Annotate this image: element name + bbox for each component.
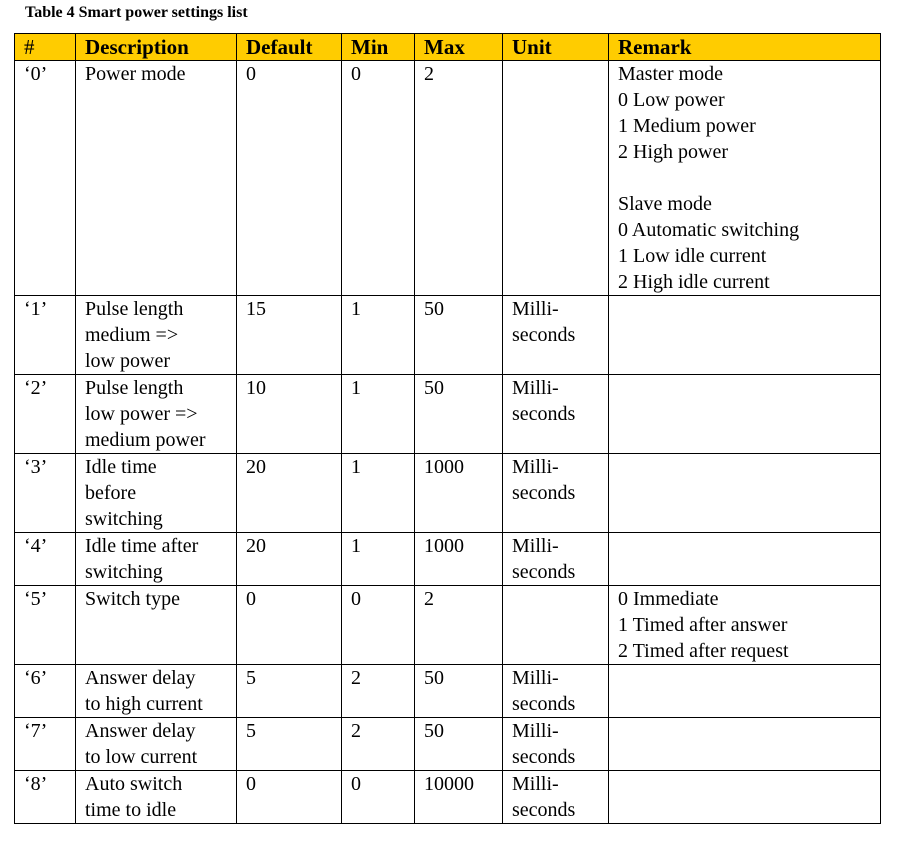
unit-cell-line: seconds [512, 403, 576, 425]
unit-cell-line: seconds [512, 482, 576, 504]
description-cell-line: Switch type [85, 588, 180, 610]
column-header-unit: Unit [503, 34, 609, 61]
min-cell: 2 [342, 665, 415, 718]
min-cell: 1 [342, 454, 415, 533]
min-cell: 1 [342, 533, 415, 586]
unit-cell-line: seconds [512, 799, 576, 821]
description-cell-line: Answer delay [85, 667, 196, 689]
description-cell-line: Idle time after [85, 535, 199, 557]
max-cell: 2 [415, 61, 503, 296]
description-cell [76, 586, 237, 665]
table-header-row [15, 34, 881, 61]
unit-cell [503, 771, 609, 824]
min-cell: 1 [342, 296, 415, 375]
row-number-cell: ‘4’ [15, 533, 76, 586]
default-cell: 15 [237, 296, 342, 375]
remark-line: Slave mode [618, 193, 712, 215]
max-cell: 50 [415, 665, 503, 718]
description-cell [76, 61, 237, 296]
remark-line: Master mode [618, 63, 723, 85]
column-header-remark: Remark [609, 34, 881, 61]
description-cell [76, 665, 237, 718]
column-header-default: Default [237, 34, 342, 61]
description-cell-line: to low current [85, 746, 198, 768]
default-cell: 20 [237, 533, 342, 586]
description-cell [76, 718, 237, 771]
remark-line: 0 Low power [618, 89, 725, 111]
row-number-cell: ‘5’ [15, 586, 76, 665]
min-cell: 1 [342, 375, 415, 454]
description-cell [76, 375, 237, 454]
table-row [15, 665, 881, 718]
description-cell-line: low power [85, 350, 170, 372]
description-cell-line: switching [85, 508, 163, 530]
description-cell-line: low power => [85, 403, 198, 425]
table-row [15, 586, 881, 665]
remark-line: 0 Immediate [618, 588, 719, 610]
remark-line: 2 High idle current [618, 271, 770, 293]
remark-cell [609, 771, 881, 824]
unit-cell-line: seconds [512, 324, 576, 346]
max-cell: 50 [415, 718, 503, 771]
max-cell: 2 [415, 586, 503, 665]
row-number-cell: ‘3’ [15, 454, 76, 533]
unit-cell [503, 665, 609, 718]
default-cell: 0 [237, 771, 342, 824]
default-cell: 0 [237, 61, 342, 296]
unit-cell-line: Milli- [512, 298, 559, 320]
unit-cell-line: Milli- [512, 773, 559, 795]
unit-cell-line: Milli- [512, 667, 559, 689]
table-row [15, 296, 881, 375]
table-row [15, 454, 881, 533]
description-cell-line: Idle time [85, 456, 157, 478]
unit-cell-line: Milli- [512, 456, 559, 478]
description-cell-line: medium => [85, 324, 179, 346]
column-header-max: Max [415, 34, 503, 61]
unit-cell [503, 296, 609, 375]
smart-power-settings-table [14, 33, 881, 824]
min-cell: 0 [342, 586, 415, 665]
remark-line: 0 Automatic switching [618, 219, 800, 241]
column-header-description: Description [76, 34, 237, 61]
remark-line: 2 Timed after request [618, 640, 789, 662]
default-cell: 20 [237, 454, 342, 533]
remark-cell [609, 454, 881, 533]
min-cell: 0 [342, 61, 415, 296]
table-row [15, 718, 881, 771]
max-cell: 1000 [415, 533, 503, 586]
description-cell-line: medium power [85, 429, 206, 451]
table-caption: Table 4 Smart power settings list [25, 4, 248, 21]
description-cell-line: switching [85, 561, 163, 583]
max-cell: 1000 [415, 454, 503, 533]
table-row [15, 375, 881, 454]
min-cell: 0 [342, 771, 415, 824]
max-cell: 10000 [415, 771, 503, 824]
column-header-min: Min [342, 34, 415, 61]
unit-cell [503, 454, 609, 533]
row-number-cell: ‘1’ [15, 296, 76, 375]
description-cell-line: Answer delay [85, 720, 196, 742]
unit-cell [503, 718, 609, 771]
unit-cell [503, 375, 609, 454]
default-cell: 5 [237, 665, 342, 718]
unit-cell-line: Milli- [512, 720, 559, 742]
row-number-cell: ‘0’ [15, 61, 76, 296]
table-row [15, 61, 881, 296]
remark-cell [609, 665, 881, 718]
description-cell [76, 296, 237, 375]
row-number-cell: ‘6’ [15, 665, 76, 718]
unit-cell-line: seconds [512, 561, 576, 583]
remark-cell [609, 586, 881, 665]
row-number-cell: ‘7’ [15, 718, 76, 771]
remark-cell [609, 375, 881, 454]
unit-cell-line: seconds [512, 746, 576, 768]
description-cell-line: Auto switch [85, 773, 183, 795]
description-cell-line: before [85, 482, 137, 504]
remark-line: 1 Low idle current [618, 245, 767, 267]
table-body [15, 61, 881, 824]
remark-line: 1 Timed after answer [618, 614, 788, 636]
default-cell: 10 [237, 375, 342, 454]
remark-cell [609, 61, 881, 296]
default-cell: 0 [237, 586, 342, 665]
row-number-cell: ‘8’ [15, 771, 76, 824]
unit-cell [503, 533, 609, 586]
description-cell [76, 771, 237, 824]
unit-cell-line: Milli- [512, 377, 559, 399]
description-cell-line: time to idle [85, 799, 177, 821]
description-cell [76, 533, 237, 586]
remark-spacer [618, 165, 874, 191]
description-cell-line: Power mode [85, 63, 186, 85]
description-cell [76, 454, 237, 533]
table-row [15, 533, 881, 586]
remark-cell [609, 296, 881, 375]
description-cell-line: Pulse length [85, 298, 184, 320]
min-cell: 2 [342, 718, 415, 771]
remark-cell [609, 718, 881, 771]
max-cell: 50 [415, 296, 503, 375]
column-header-number: # [15, 34, 76, 61]
description-cell-line: Pulse length [85, 377, 184, 399]
unit-cell-line: Milli- [512, 535, 559, 557]
remark-line: 1 Medium power [618, 115, 756, 137]
remark-cell [609, 533, 881, 586]
row-number-cell: ‘2’ [15, 375, 76, 454]
remark-line: 2 High power [618, 141, 728, 163]
unit-cell [503, 586, 609, 665]
default-cell: 5 [237, 718, 342, 771]
description-cell-line: to high current [85, 693, 203, 715]
unit-cell [503, 61, 609, 296]
unit-cell-line: seconds [512, 693, 576, 715]
table-row [15, 771, 881, 824]
max-cell: 50 [415, 375, 503, 454]
